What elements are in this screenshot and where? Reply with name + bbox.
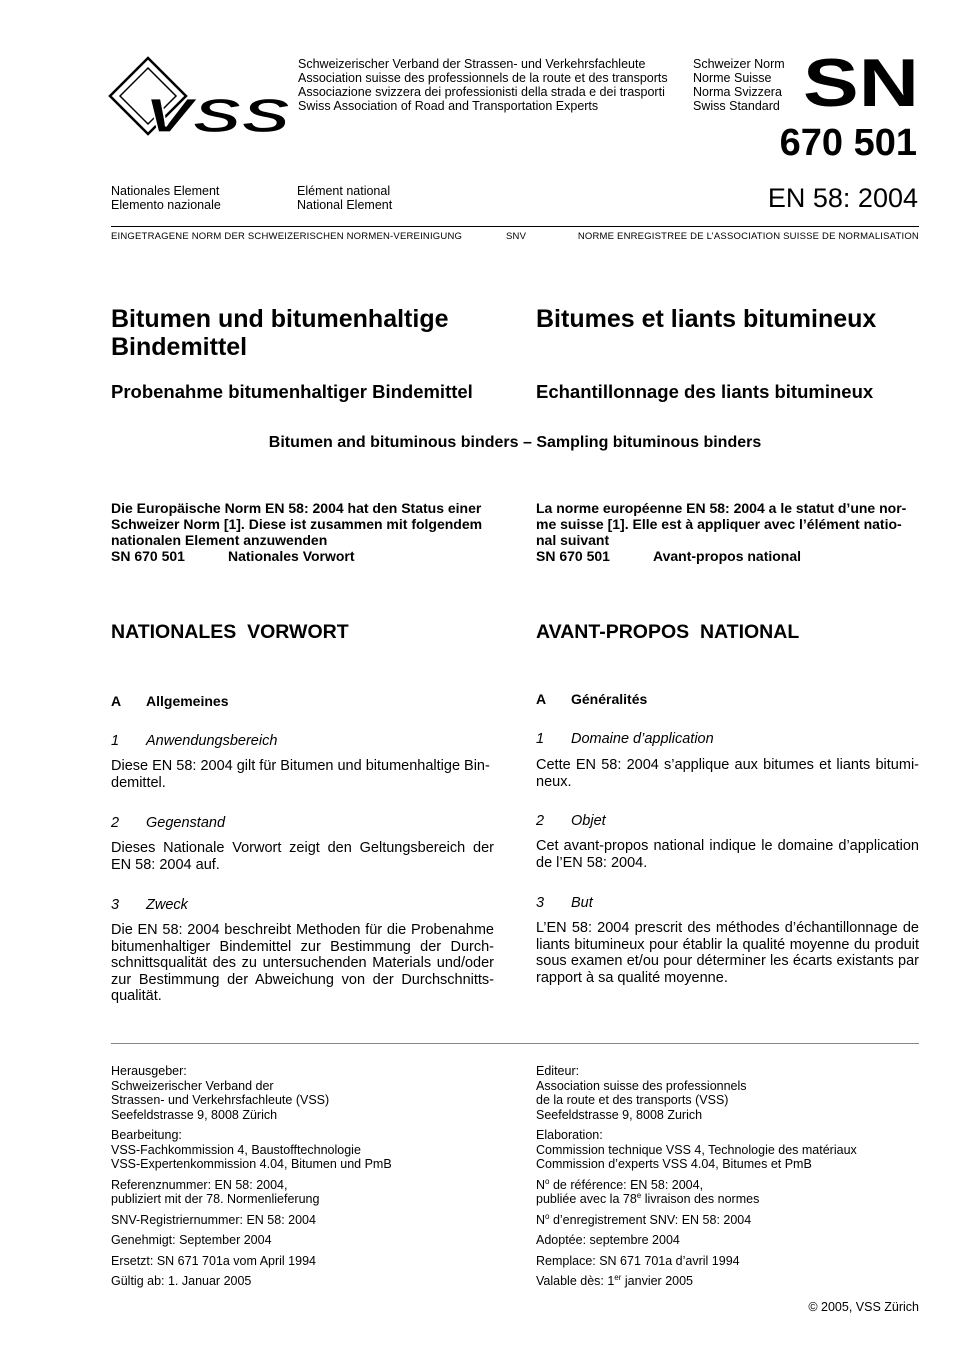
publisher-info-fr xyxy=(536,1064,857,1295)
item-text-fr-2 xyxy=(536,838,919,871)
footer-line: VSS-Expertenkommission 4.04, Bitumen und PmB xyxy=(111,1157,392,1171)
subtitle-de: Probenahme bitumenhaltiger Bindemittel xyxy=(111,381,473,402)
footer-text: livraison des normes xyxy=(641,1192,760,1206)
section-heading-de: NATIONALES VORWORT xyxy=(111,621,349,643)
footer-line: Elaboration: xyxy=(536,1128,603,1142)
element-label: Elément national xyxy=(297,184,391,198)
sn-logo xyxy=(803,56,919,108)
item-title: Domaine d’application xyxy=(571,731,714,747)
section-heading-fr: AVANT-PROPOS NATIONAL xyxy=(536,621,800,643)
national-element-de xyxy=(111,184,221,212)
footer-line: Seefeldstrasse 9, 8008 Zurich xyxy=(536,1107,703,1122)
item-number: 3 xyxy=(536,895,545,911)
subsection-letter: A xyxy=(536,691,547,707)
footer-text: janvier 2005 xyxy=(621,1274,693,1288)
subsection-title: Allgemeines xyxy=(146,693,229,709)
footer-line: VSS-Fachkommission 4, Baustofftechnologie xyxy=(111,1142,361,1157)
national-element-fr xyxy=(297,184,392,212)
text-line: EN 58: 2004 auf. xyxy=(111,856,220,873)
sn-number: 670 501 xyxy=(779,122,917,164)
footer-sup: er xyxy=(614,1272,622,1282)
vss-logo xyxy=(108,56,292,140)
registration-snv: SNV xyxy=(506,231,527,242)
text-line: schnittsqualität des zu untersuchenden Materials und/oder xyxy=(111,955,494,971)
footer-line xyxy=(536,1178,857,1193)
item-heading-de-1 xyxy=(111,733,277,749)
footer-line: Genehmigt: September 2004 xyxy=(111,1233,272,1247)
footer-line: Gültig ab: 1. Januar 2005 xyxy=(111,1274,252,1288)
item-heading-de-2 xyxy=(111,815,225,831)
text-line: bitumenhaltiger Bindemittel zur Bestimmung der Durch- xyxy=(111,938,494,955)
subsection-title: Généralités xyxy=(571,691,648,707)
intro-ref-label: Nationales Vorwort xyxy=(228,548,355,564)
footer-line: de la route et des transports (VSS) xyxy=(536,1093,729,1107)
item-heading-fr-3 xyxy=(536,895,593,911)
item-number: 1 xyxy=(111,733,120,749)
norm-line: Swiss Standard xyxy=(693,99,780,113)
item-text-fr-3 xyxy=(536,920,919,986)
svg-text:VSS: VSS xyxy=(144,90,290,140)
footer-line: publiziert mit der 78. Normenlieferung xyxy=(111,1192,320,1206)
en-number: EN 58: 2004 xyxy=(767,183,918,213)
footer-line: Editeur: xyxy=(536,1064,580,1078)
association-line: Swiss Association of Road and Transportation Experts xyxy=(298,99,599,113)
item-text-de-3 xyxy=(111,922,494,1005)
text-line: liants bitumineux pour établir la qualité moyenne du produit xyxy=(536,936,919,953)
intro-line: Schweizer Norm [1]. Diese ist zusammen mit folgendem xyxy=(111,516,483,532)
footer-line: Seefeldstrasse 9, 8008 Zürich xyxy=(111,1107,278,1122)
text-line: Cet avant-propos national indique le domaine d’application xyxy=(536,838,919,854)
text-line: L’EN 58: 2004 prescrit des méthodes d’échantillonnage de xyxy=(536,920,919,936)
intro-line: La norme européenne EN 58: 2004 a le statut d’une nor- xyxy=(536,500,907,516)
footer-line: Referenznummer: EN 58: 2004, xyxy=(111,1177,288,1192)
footer-text: N xyxy=(536,1177,546,1192)
header-rule xyxy=(111,226,919,227)
footer-text: d’enregistrement SNV: EN 58: 2004 xyxy=(549,1212,752,1227)
item-heading-fr-2 xyxy=(536,813,606,829)
text-line: rapport à sa qualité moyenne. xyxy=(536,969,728,986)
footer-text: Valable dès: 1 xyxy=(536,1274,615,1288)
intro-line: nationalen Element anzuwenden xyxy=(111,532,328,548)
norm-languages xyxy=(693,57,785,113)
title-line: Bitumen und bitumenhaltige xyxy=(111,305,449,333)
item-text-fr-1 xyxy=(536,757,919,790)
footer-line xyxy=(536,1213,857,1228)
association-line: Association suisse des professionnels de la route et des transports xyxy=(298,71,668,85)
intro-ref-number: SN 670 501 xyxy=(536,548,610,564)
norm-line: Norma Svizzera xyxy=(693,85,782,99)
item-heading-fr-1 xyxy=(536,731,714,747)
footer-line: Ersetzt: SN 671 701a vom April 1994 xyxy=(111,1253,316,1268)
item-heading-de-3 xyxy=(111,897,188,913)
subsection-a-de xyxy=(111,693,228,709)
text-line: Dieses Nationale Vorwort zeigt den Geltungsbereich der xyxy=(111,840,494,856)
item-title: Zweck xyxy=(146,897,188,913)
item-title: Gegenstand xyxy=(146,815,226,831)
footer-sup: e xyxy=(636,1190,642,1200)
footer-text: publiée avec la 78 xyxy=(536,1192,637,1206)
text-line: Cette EN 58: 2004 s’applique aux bitumes et liants bitumi- xyxy=(536,757,919,773)
text-line: demittel. xyxy=(111,774,166,791)
intro-ref-label: Avant-propos national xyxy=(653,548,802,564)
subsection-letter: A xyxy=(111,693,122,709)
footer-line: Schweizerischer Verband der xyxy=(111,1078,274,1093)
footer-line xyxy=(536,1274,857,1289)
item-text-de-2 xyxy=(111,840,494,873)
subsection-a-fr xyxy=(536,691,647,707)
norm-line: Norme Suisse xyxy=(693,71,772,85)
footer-line: Bearbeitung: xyxy=(111,1128,182,1142)
text-line: neux. xyxy=(536,773,572,790)
item-number: 2 xyxy=(536,813,545,829)
title-de xyxy=(111,305,449,361)
intro-line: nal suivant xyxy=(536,532,610,548)
intro-fr xyxy=(536,500,919,564)
footer-line: Commission d’experts VSS 4.04, Bitumes et PmB xyxy=(536,1157,812,1171)
text-line: sous examen et/ou pour déterminer les écarts existants par xyxy=(536,953,919,969)
item-title: Objet xyxy=(571,813,606,829)
footer-line: Commission technique VSS 4, Technologie des matériaux xyxy=(536,1142,857,1157)
footer-line: Association suisse des professionnels xyxy=(536,1078,747,1093)
item-title: Anwendungsbereich xyxy=(146,733,278,749)
footer-line: SNV-Registriernummer: EN 58: 2004 xyxy=(111,1212,316,1227)
item-text-de-1 xyxy=(111,758,494,791)
title-line: Bindemittel xyxy=(111,333,248,361)
text-line: Diese EN 58: 2004 gilt für Bitumen und bitumenhaltige Bin- xyxy=(111,758,490,774)
registration-de: EINGETRAGENE NORM DER SCHWEIZERISCHEN NORMEN-VEREINIGUNG xyxy=(111,231,463,242)
title-fr: Bitumes et liants bitumineux xyxy=(536,305,877,333)
intro-line: me suisse [1]. Elle est à appliquer avec l’élément natio- xyxy=(536,516,902,532)
footer-rule xyxy=(111,1043,919,1044)
copyright: © 2005, VSS Zürich xyxy=(808,1300,919,1314)
element-label: Elemento nazionale xyxy=(111,198,221,212)
intro-line: Die Europäische Norm EN 58: 2004 hat den Status einer xyxy=(111,500,482,516)
text-line: de l’EN 58: 2004. xyxy=(536,854,648,871)
item-number: 1 xyxy=(536,731,545,747)
element-label: National Element xyxy=(297,198,393,212)
text-line: zur Bestimmung der Abweichung von der Durchschnitts- xyxy=(111,971,494,988)
intro-ref-number: SN 670 501 xyxy=(111,548,185,564)
item-number: 3 xyxy=(111,897,120,913)
footer-line: Remplace: SN 671 701a d’avril 1994 xyxy=(536,1253,740,1268)
text-line: qualität. xyxy=(111,988,162,1004)
footer-sup: o xyxy=(545,1176,550,1186)
footer-line xyxy=(536,1192,857,1207)
publisher-info-de xyxy=(111,1064,392,1295)
item-title: But xyxy=(571,895,593,911)
association-names xyxy=(298,57,668,113)
footer-sup: o xyxy=(545,1211,550,1221)
footer-line: Strassen- und Verkehrsfachleute (VSS) xyxy=(111,1093,330,1107)
association-line: Schweizerischer Verband der Strassen- und Verkehrsfachleute xyxy=(298,57,646,71)
title-en: Bitumen and bituminous binders – Sampling bituminous binders xyxy=(268,434,762,451)
association-line: Associazione svizzera dei professionisti della strada e dei trasporti xyxy=(298,85,665,99)
sn-logo-text: SN xyxy=(803,56,919,108)
footer-line: Adoptée: septembre 2004 xyxy=(536,1233,680,1247)
norm-line: Schweizer Norm xyxy=(693,57,785,71)
footer-text: N xyxy=(536,1212,546,1227)
element-label: Nationales Element xyxy=(111,184,220,198)
registration-fr: NORME ENREGISTREE DE L’ASSOCIATION SUISSE DE NORMALISATION xyxy=(577,231,919,242)
subtitle-fr: Echantillonnage des liants bitumineux xyxy=(536,381,874,402)
intro-de xyxy=(111,500,494,564)
footer-line: Herausgeber: xyxy=(111,1064,187,1078)
text-line: Die EN 58: 2004 beschreibt Methoden für die Probenahme xyxy=(111,922,494,938)
footer-text: de référence: EN 58: 2004, xyxy=(549,1177,704,1192)
item-number: 2 xyxy=(111,815,120,831)
